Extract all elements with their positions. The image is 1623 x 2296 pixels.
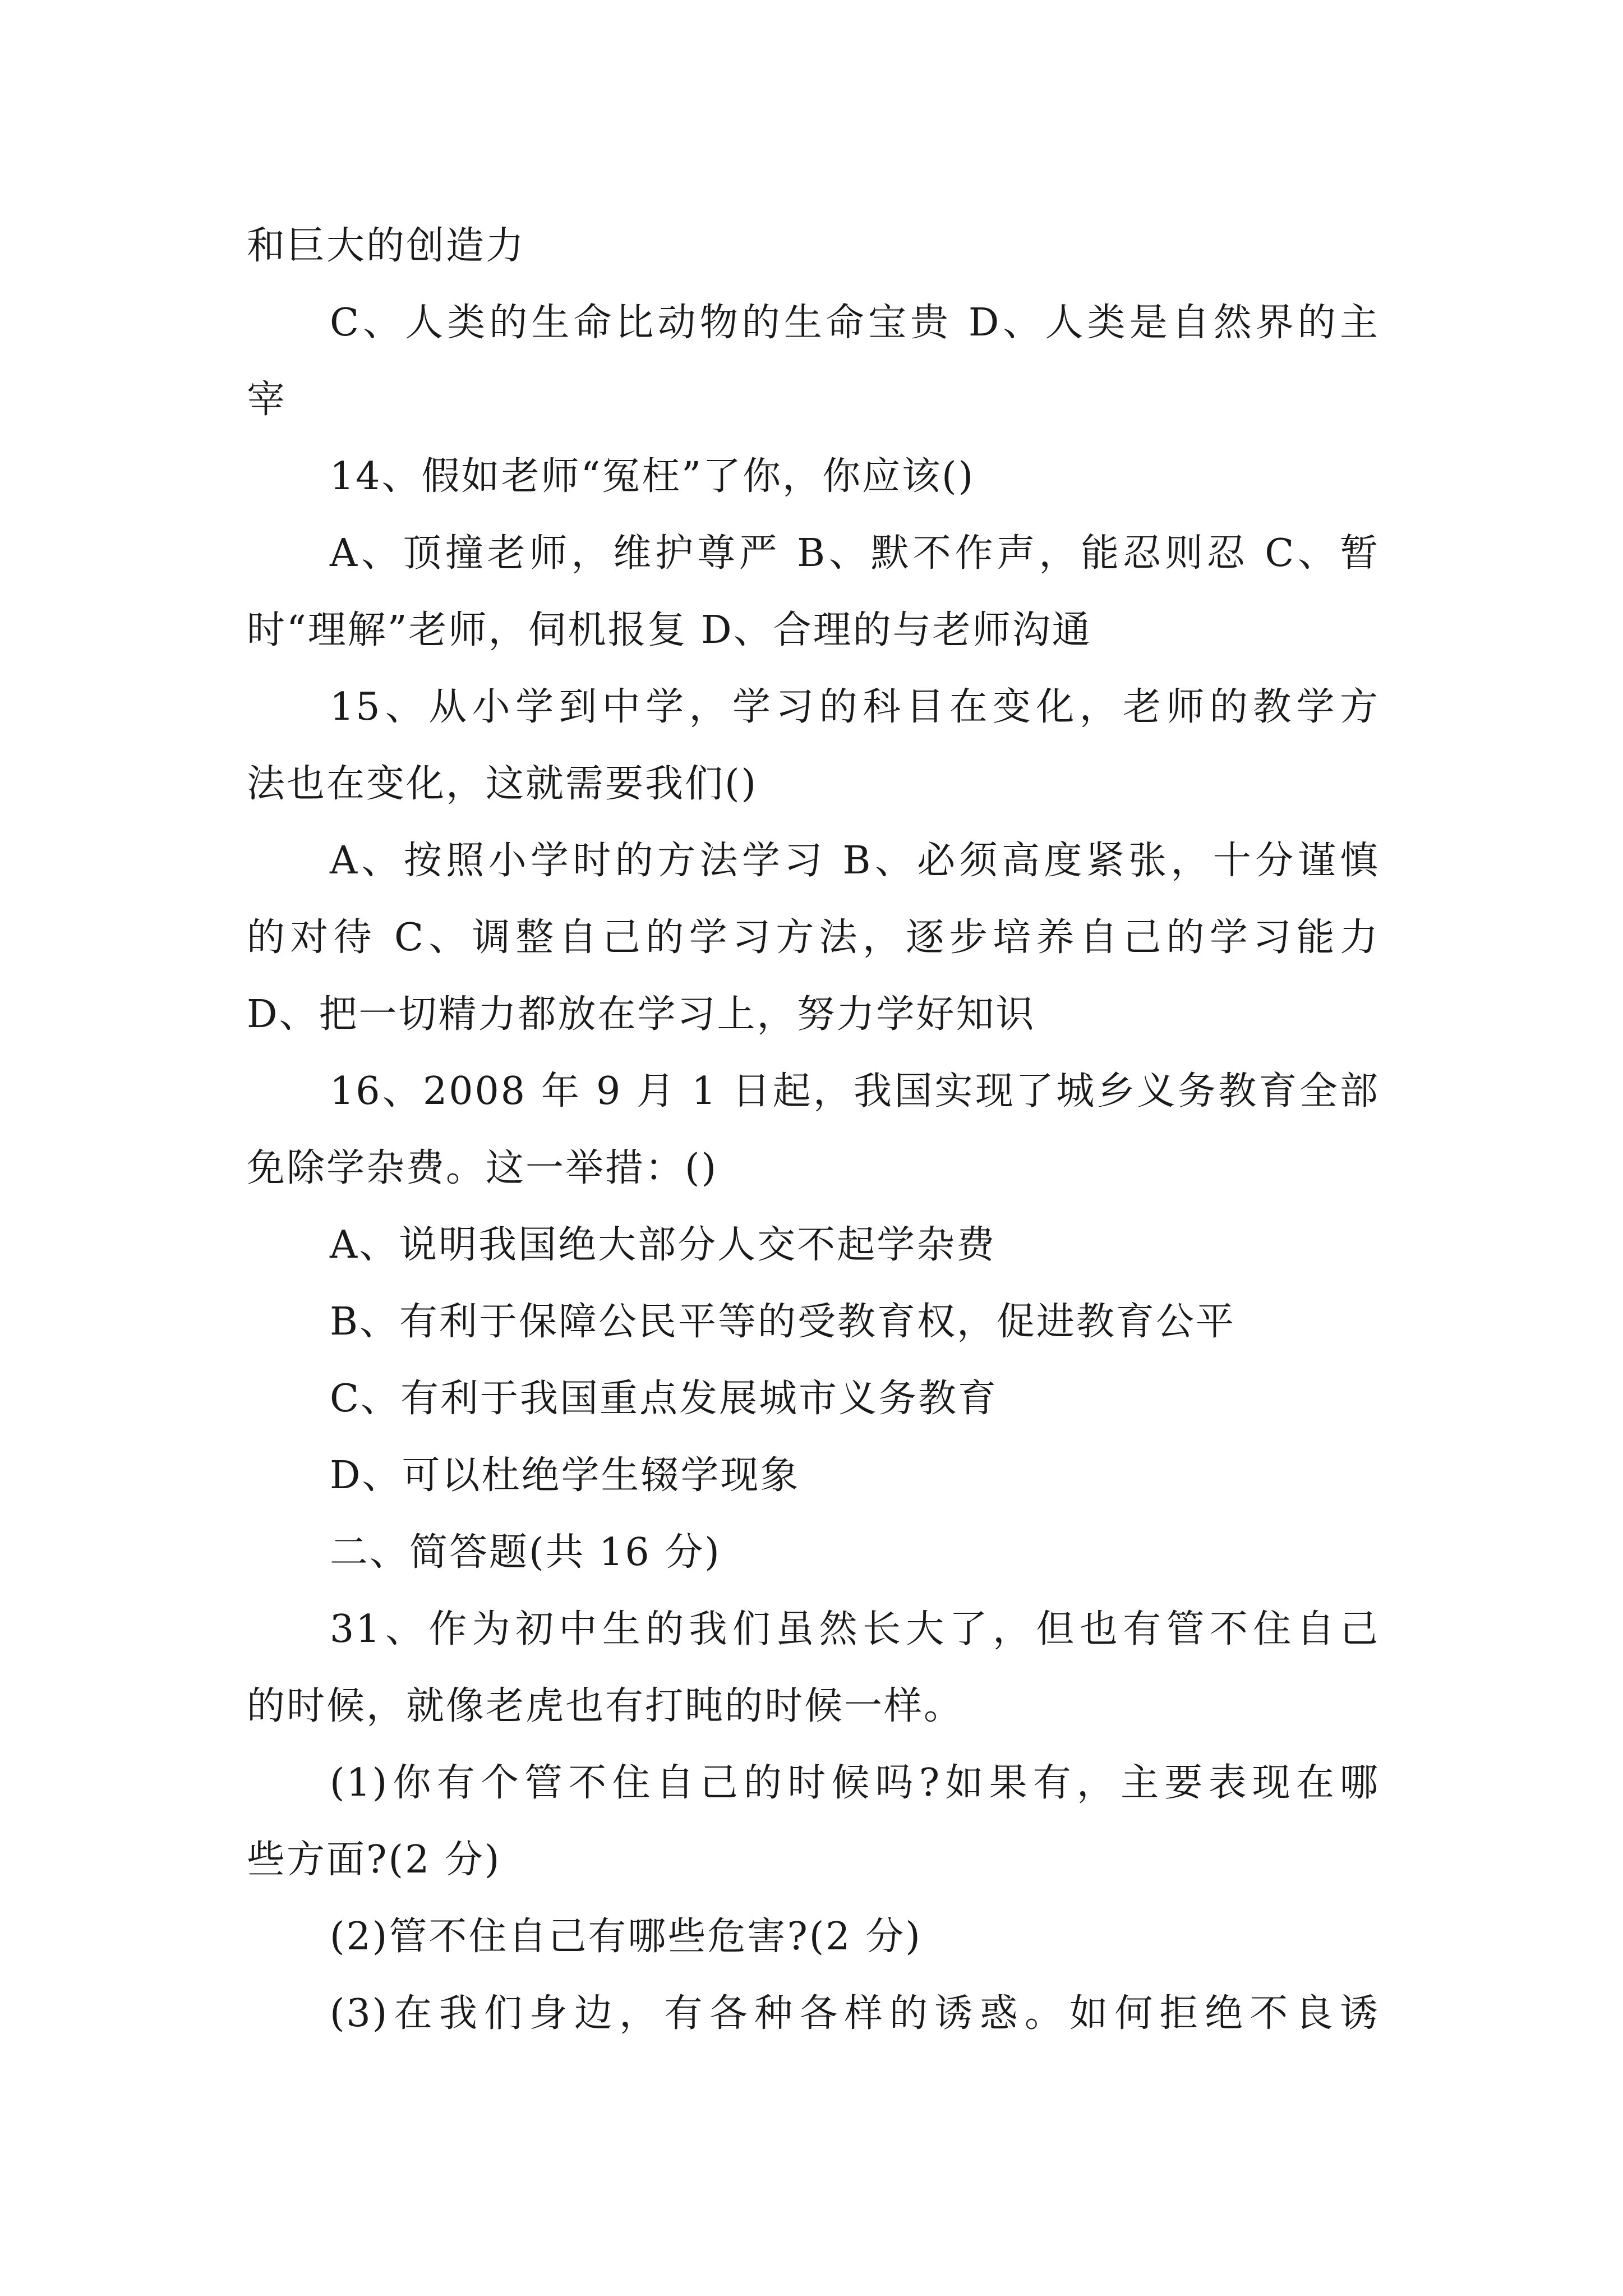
question-15: 15、从小学到中学，学习的科目在变化，老师的教学方: [330, 685, 1380, 729]
text-line: A、顶撞老师，维护尊严 B、默不作声，能忍则忍 C、暂: [330, 531, 1380, 576]
text-line: 的时候，就像老虎也有打盹的时候一样。: [247, 1684, 964, 1728]
option-b: B、有利于保障公民平等的受教育权，促进教育公平: [330, 1300, 1235, 1344]
text-line: 些方面?(2 分): [247, 1838, 501, 1882]
option-d: D、可以杜绝学生辍学现象: [330, 1453, 800, 1498]
text-line: C、人类的生命比动物的生命宝贵 D、人类是自然界的主: [330, 301, 1380, 345]
text-line: 法也在变化，这就需要我们(): [247, 762, 758, 806]
question-14: 14、假如老师“冤枉”了你，你应该(): [330, 454, 975, 499]
sub-question-3: (3)在我们身边，有各种各样的诱惑。如何拒绝不良诱: [330, 1991, 1380, 2036]
question-16: 16、2008 年 9 月 1 日起，我国实现了城乡义务教育全部: [330, 1069, 1380, 1114]
text-line: A、按照小学时的方法学习 B、必须高度紧张，十分谨慎: [330, 839, 1380, 883]
option-c: C、有利于我国重点发展城市义务教育: [330, 1377, 998, 1421]
text-line: 免除学杂费。这一举措：(): [247, 1146, 718, 1190]
sub-question-2: (2)管不住自己有哪些危害?(2 分): [330, 1915, 922, 1959]
document-body: [247, 208, 1380, 2052]
section-heading: 二、简答题(共 16 分): [330, 1530, 721, 1575]
option-a: A、说明我国绝大部分人交不起学杂费: [330, 1223, 997, 1267]
text-line: 的对待 C、调整自己的学习方法，逐步培养自己的学习能力: [247, 915, 1380, 960]
sub-question-1: (1)你有个管不住自己的时候吗?如果有，主要表现在哪: [330, 1761, 1380, 1805]
question-31: 31、作为初中生的我们虽然长大了，但也有管不住自己: [330, 1607, 1380, 1651]
text-line: 时“理解”老师，伺机报复 D、合理的与老师沟通: [247, 608, 1092, 652]
text-line: 宰: [247, 378, 287, 422]
text-line: 和巨大的创造力: [247, 224, 526, 268]
text-line: D、把一切精力都放在学习上，努力学好知识: [247, 992, 1036, 1037]
